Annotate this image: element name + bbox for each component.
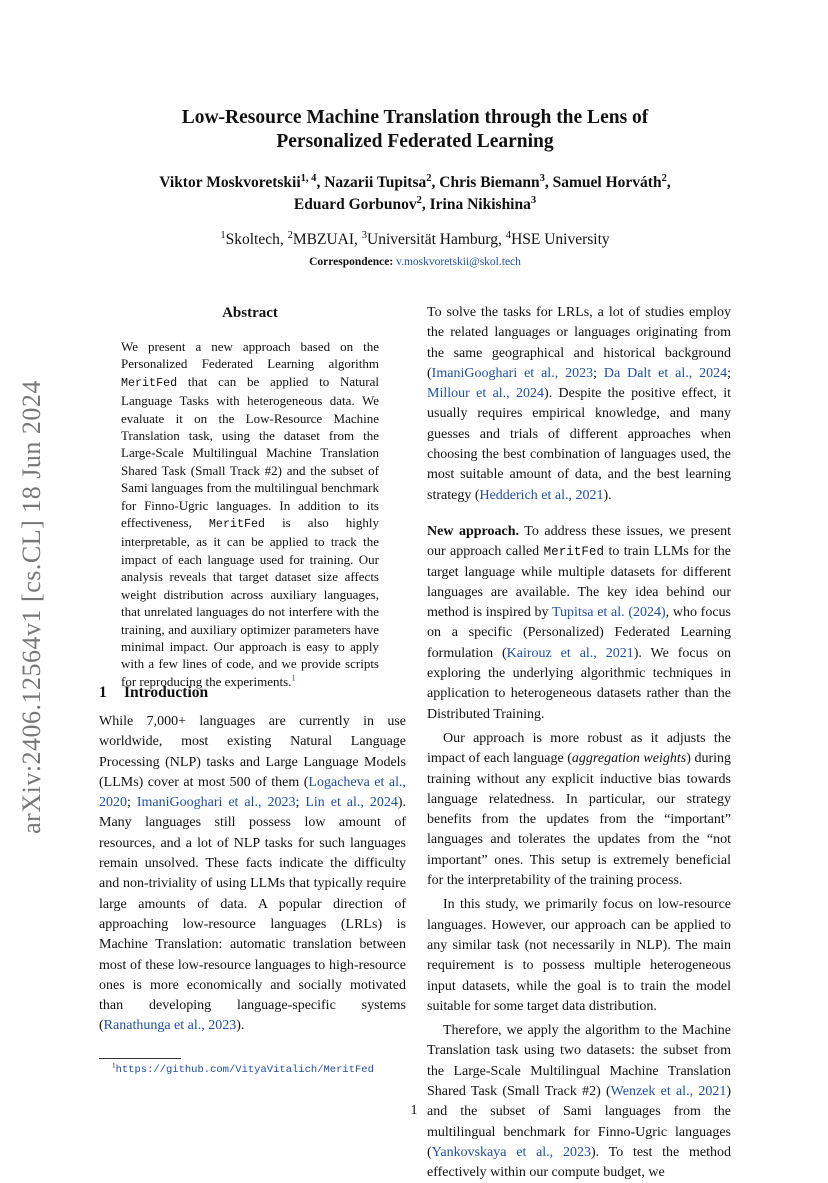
method-name: MeritFed xyxy=(121,375,178,390)
footnote-url-link[interactable]: https://github.com/VityaVitalich/MeritFed xyxy=(115,1064,374,1076)
paragraph: New approach. To address these issues, we present our approach called MeritFed to train LLMs for the target language while multiple datasets for different languages are available. The key idea behind our method is inspired by Tupitsa et al. (2024), who focus on a specific (Personalized) Federated Learning formulation (Kairouz et al., 2021). We focus on exploring the underlying algorithmic techniques in application to heterogeneous datasets rather than the Distributed Training. xyxy=(427,523,732,722)
method-name: MeritFed xyxy=(208,517,266,532)
method-name: MeritFed xyxy=(543,545,605,560)
citation-link[interactable]: Yankovskaya et al., 2023 xyxy=(431,1144,591,1160)
author-list xyxy=(110,172,720,216)
arxiv-watermark xyxy=(12,372,52,842)
abstract-heading: Abstract xyxy=(222,305,278,321)
title-line-2: Personalized Federated Learning xyxy=(276,131,554,152)
section-heading xyxy=(99,684,208,702)
citation-link[interactable]: Wenzek et al., 2021 xyxy=(610,1083,727,1099)
author: Samuel Horváth$^2$, xyxy=(552,172,671,191)
left-column-body xyxy=(99,712,406,1041)
citation-link[interactable]: Da Dalt et al., 2024 xyxy=(603,365,728,381)
correspondence-label: Correspondence: xyxy=(309,256,394,268)
citation-link[interactable]: ImaniGooghari et al., 2023 xyxy=(136,795,296,811)
citation-link[interactable]: Tupitsa et al. (2024) xyxy=(552,605,666,621)
author: Viktor Moskvoretskii$^{1, 4}$, xyxy=(159,172,325,191)
paragraph: To solve the tasks for LRLs, a lot of studies employ the related languages or languages originating from the same geographical and historical background (ImaniGooghari et al., 2023; Da Dalt et al., 2024; Millour et al., 2024). Despite the positive effect, it usually requires empirical knowledge, and many guesses and trials of different approaches when choosing the best combination of languages used, the most suitable amount of data, and the best learning strategy (Hedderich et al., 2021). xyxy=(427,305,731,503)
right-column-body xyxy=(427,303,731,1183)
footnote xyxy=(112,1063,374,1077)
section-title: Introduction xyxy=(124,684,209,701)
author: Nazarii Tupitsa$^2$, xyxy=(324,172,440,191)
citation-link[interactable]: Millour et al., 2024 xyxy=(427,386,545,402)
footnote-number: 1 xyxy=(112,1061,116,1070)
title-line-1: Low-Resource Machine Translation through the Lens of xyxy=(181,107,649,128)
citation-link[interactable]: Kairouz et al., 2021 xyxy=(506,645,634,661)
paragraph: Therefore, we apply the algorithm to the Machine Translation task using two datasets: the subset from the Large-Scale Multilingual Machine Translation Shared Task (Small Track #2) (Wenzek et al., 2021) and the subset of Sami languages from the multilingual benchmark for Finno-Ugric languages (Yankovskaya et al., 2023). To test the method effectively within our compute budget, we xyxy=(427,1023,731,1181)
footnote-marker[interactable]: 1 xyxy=(291,672,296,683)
section-number: 1 xyxy=(99,684,107,701)
abstract-body: We present a new approach based on the Personalized Federated Learning algorithm MeritFed that can be applied to Natural Language Tasks with heterogeneous data. We evaluate it on the Low-Resource Machine Translation task, using the dataset from the Large-Scale Multilingual Machine Translation Shared Task (Small Track #2) and the subset of Sami languages from the multilingual benchmark for Finno-Ugric languages. In addition to its effectiveness, MeritFed is also highly interpretable, as it can be applied to track the impact of each language used for training. Our analysis reveals that target dataset size affects weight distribution across auxiliary languages, that unrelated languages do not interfere with the training, and auxiliary optimizer parameters have minimal impact. Our approach is easy to apply with a few lines of code, and we provide scripts for reproducing the experiments.$^1$ xyxy=(121,339,379,689)
citation-link[interactable]: ImaniGooghari et al., 2023 xyxy=(431,365,594,381)
run-in-heading: New approach. xyxy=(427,523,520,539)
citation-link[interactable]: Logacheva et al., 2020 xyxy=(99,774,406,811)
correspondence-email-link[interactable]: v.moskvoretskii@skol.tech xyxy=(396,256,521,268)
arxiv-identifier: arXiv:2406.12564v1 [cs.CL] 18 Jun 2024 xyxy=(17,380,46,834)
page-number: 1 xyxy=(410,1103,418,1118)
citation-link[interactable]: Lin et al., 2024 xyxy=(305,795,398,811)
correspondence xyxy=(110,254,720,270)
author: Eduard Gorbunov$^2$, xyxy=(293,194,430,213)
paper-title xyxy=(110,106,720,154)
citation-link[interactable]: Hedderich et al., 2021 xyxy=(479,487,604,503)
paragraph: Our approach is more robust as it adjusts the impact of each language (aggregation weights) during training without any explicit inductive bias towards language relatedness. In particular, our strategy benefits from the updates from the “important” languages and tolerates the updates from the “not important” ones. This setup is extremely beneficial for the interpretability of the training process. xyxy=(427,730,732,889)
citation-link[interactable]: Ranathunga et al., 2023 xyxy=(103,1018,237,1034)
affiliations: $^1$Skoltech, $^2$MBZUAI, $^3$Universität Hamburg, $^4$HSE University xyxy=(220,229,610,248)
paragraph: While 7,000+ languages are currently in use worldwide, most existing Natural Language Processing (NLP) tasks and Large Language Models (LLMs) cover at most 500 of them (Logacheva et al., 2020; ImaniGooghari et al., 2023; Lin et al., 2024). Many languages still possess low amount of resources, and a lot of NLP tasks for such languages remain unsolved. These facts indicate the difficulty and non-triviality of using LLMs that typically require large amounts of data. A popular direction of approaching low-resource languages (LRLs) is Machine Translation: automatic translation between most of these low-resource languages to high-resource ones is more economically and socially motivated than developing language-specific systems (Ranathunga et al., 2023). xyxy=(99,714,407,1034)
paragraph: In this study, we primarily focus on low-resource languages. However, our approach can be applied to any similar task (not necessarily in NLP). The main requirement is to possess multiple heterogeneous input datasets, while the goal is to train the model suitable for some target data distribution. xyxy=(427,897,731,1014)
footnote-rule xyxy=(99,1058,181,1059)
author: Chris Biemann$^3$, xyxy=(439,172,553,191)
author: Irina Nikishina$^3$ xyxy=(429,194,537,213)
